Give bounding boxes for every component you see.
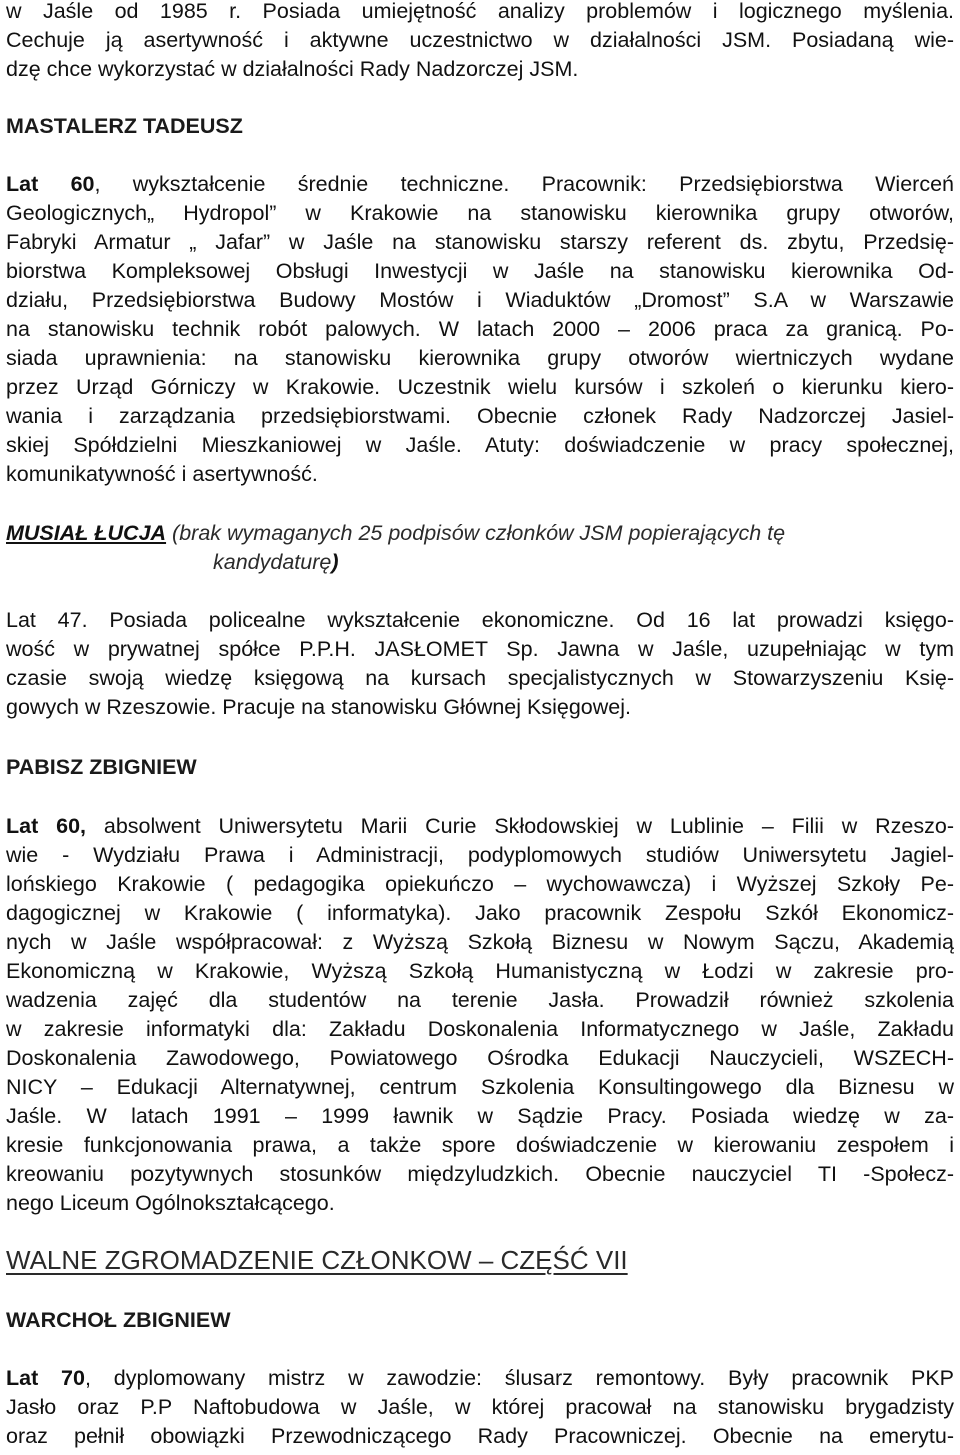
candidate-name: PABISZ ZBIGNIEW: [6, 755, 197, 779]
text-line: dagogicznej w Krakowie ( informatyka). Jako pracownik Zespołu Szkół Ekonomicz-: [6, 901, 954, 925]
text-line: wość w prywatnej spółce P.P.H. JASŁOMET Sp. Jawna w Jaśle, uzupełniając w tym: [6, 637, 954, 661]
text-line: Doskonalenia Zawodowego, Powiatowego Ośrodka Edukacji Nauczycieli, WSZECH-: [6, 1046, 954, 1070]
text-line: lońskiego Krakowie ( pedagogika opiekuńczo – wychowawcza) i Wyższej Szkoły Pe-: [6, 872, 954, 896]
text-line-rest: absolwent Uniwersytetu Marii Curie Skłodowskiej w Lublinie – Filii w Rzeszo-: [86, 814, 954, 838]
text-line: NICY – Edukacji Alternatywnej, centrum Szkolenia Konsultingowego dla Biznesu w: [6, 1075, 954, 1099]
text-line: [6, 170, 954, 199]
text-line: kresie funkcjonowania prawa, a także spore doświadczenie w kierowaniu zespołem i: [6, 1133, 954, 1157]
age-label: Lat 70: [6, 1366, 85, 1390]
text-line: dzę chce wykorzystać w działalności Rady Nadzorczej JSM.: [6, 57, 579, 81]
text-line: nych w Jaśle współpracował: z Wyższą Szkołą Biznesu w Nowym Sączu, Akademią: [6, 930, 954, 954]
candidate-note-cont: kandydaturę: [213, 550, 332, 574]
text-line: Jaśle. W latach 1991 – 1999 ławnik w Sądzie Pracy. Posiada wiedzę w za-: [6, 1104, 954, 1128]
text-line: czasie swoją wiedzę księgową na kursach specjalistycznych w Stowarzyszeniu Księ-: [6, 666, 954, 690]
text-line: wie - Wydziału Prawa i Administracji, podyplomowych studiów Uniwersytetu Jagiel-: [6, 843, 954, 867]
age-label: Lat 60,: [6, 814, 86, 838]
text-line: Ekonomiczną w Krakowie, Wyższą Szkołą Humanistyczną w Łodzi w zakresie pro-: [6, 959, 954, 983]
text-line: [6, 812, 954, 841]
text-line: Fabryki Armatur „ Jafar” w Jaśle na stanowisku starszy referent ds. zbytu, Przedsię-: [6, 230, 954, 254]
text-line: nego Liceum Ogólnokształcącego.: [6, 1191, 335, 1215]
candidate-bio: [6, 606, 954, 722]
text-line: działu, Przedsiębiorstwa Budowy Mostów i Wiaduktów „Dromost” S.A w Warszawie: [6, 288, 954, 312]
text-line: [6, 548, 954, 577]
candidate-note-close: ): [331, 550, 339, 574]
section-title: WALNE ZGROMADZENIE CZŁONKOW – CZĘŚĆ VII: [6, 1245, 628, 1275]
text-line: komunikatywność i asertywność.: [6, 462, 318, 486]
age-label: Lat 60: [6, 172, 95, 196]
text-line: oraz pełnił obowiązki Przewodniczącego Rady Pracowniczej. Obecnie na emerytu-: [6, 1424, 954, 1448]
text-line: Jasło oraz P.P Naftobudowa w Jaśle, w której pracował na stanowisku brygadzisty: [6, 1395, 954, 1419]
text-line: przez Urząd Górniczy w Krakowie. Uczestnik wielu kursów i szkoleń o kierunku kiero-: [6, 375, 954, 399]
text-line: wadzenia zajęć dla studentów na terenie Jasła. Prowadził również szkolenia: [6, 988, 954, 1012]
text-line: biorstwa Kompleksowej Obsługi Inwestycji w Jaśle na stanowisku kierownika Od-: [6, 259, 954, 283]
candidate-name: MASTALERZ TADEUSZ: [6, 114, 243, 138]
candidate-heading-block: [6, 519, 954, 577]
candidate-note: (brak wymaganych 25 podpisów członków JSM popierających tę: [172, 521, 786, 545]
text-line: gowych w Rzeszowie. Pracuje na stanowisku Głównej Księgowej.: [6, 695, 631, 719]
text-line: w Jaśle od 1985 r. Posiada umiejętność analizy problemów i logicznego myślenia.: [6, 0, 954, 23]
text-line: siada uprawnienia: na stanowisku kierownika grupy otworów wiertniczych wydane: [6, 346, 954, 370]
candidate-name: WARCHOŁ ZBIGNIEW: [6, 1308, 231, 1332]
intro-paragraph: [6, 0, 954, 84]
candidate-bio: [6, 170, 954, 489]
text-line: Geologicznych„ Hydropol” w Krakowie na stanowisku kierownika grupy otworów,: [6, 201, 954, 225]
text-line: w zakresie informatyki dla: Zakładu Doskonalenia Informatycznego w Jaśle, Zakładu: [6, 1017, 954, 1041]
text-line: [6, 1364, 954, 1393]
text-line: Lat 47. Posiada policealne wykształcenie ekonomiczne. Od 16 lat prowadzi księgo-: [6, 608, 954, 632]
candidate-bio: [6, 812, 954, 1218]
candidate-bio: [6, 1364, 954, 1451]
text-line: skiej Spółdzielni Mieszkaniowej w Jaśle. Atuty: doświadczenie w pracy społecznej,: [6, 433, 954, 457]
text-line: na stanowisku technik robót palowych. W latach 2000 – 2006 praca za granicą. Po-: [6, 317, 954, 341]
text-line: wania i zarządzania przedsiębiorstwami. Obecnie członek Rady Nadzorczej Jasiel-: [6, 404, 954, 428]
candidate-name: MUSIAŁ ŁUCJA: [6, 521, 167, 545]
text-line: Cechuje ją asertywność i aktywne uczestnictwo w działalności JSM. Posiadaną wie-: [6, 28, 954, 52]
text-line: kreowaniu pozytywnych stosunków międzyludzkich. Obecnie nauczyciel TI -Społecz-: [6, 1162, 954, 1186]
text-line-rest: , wykształcenie średnie techniczne. Pracownik: Przedsiębiorstwa Wierceń: [94, 172, 954, 196]
text-line: [6, 519, 954, 548]
text-line-rest: , dyplomowany mistrz w zawodzie: ślusarz remontowy. Były pracownik PKP: [84, 1366, 955, 1390]
